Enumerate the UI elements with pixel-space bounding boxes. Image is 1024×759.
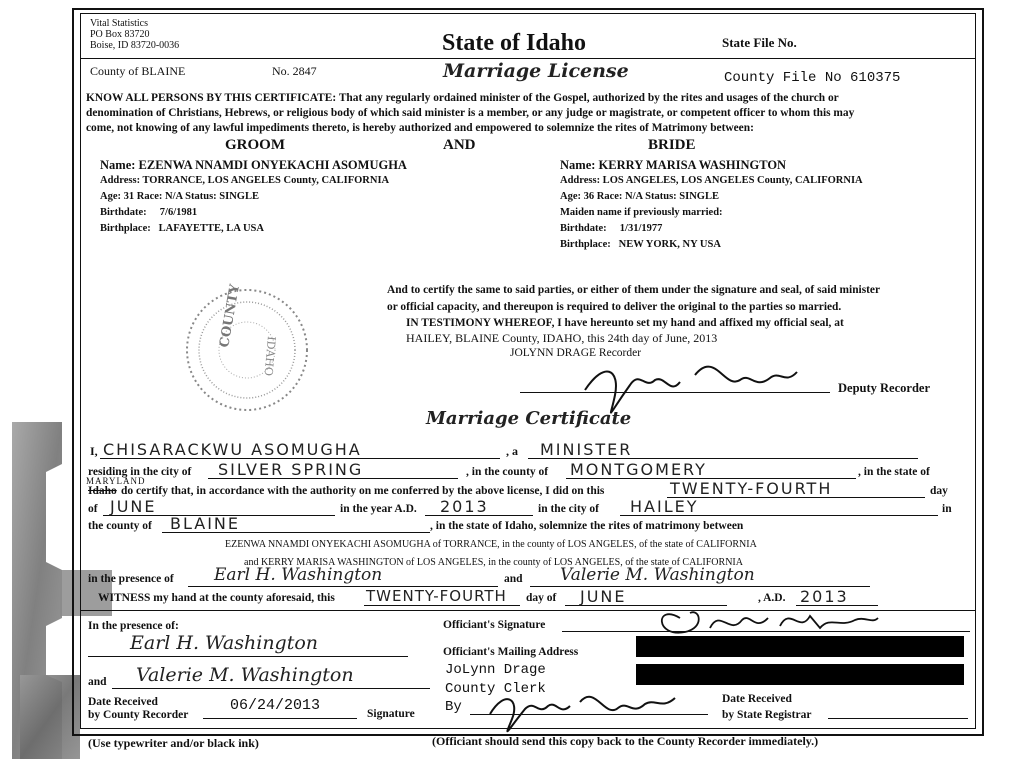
county-seal [172, 278, 322, 423]
license-title: Marriage License [443, 60, 629, 82]
county-file-number: County File No 610375 [724, 70, 901, 86]
party-two-line: and KERRY MARISA WASHINGTON of LOS ANGELES, in the county of LOS ANGELES, of the state of CALIFORNIA [244, 557, 743, 568]
groom-birthplace-label: Birthplace: [100, 223, 151, 234]
witness-hand-text: WITNESS my hand at the county aforesaid, this [98, 592, 335, 604]
redaction-bar [636, 636, 964, 657]
city-label: in the city of [538, 503, 600, 515]
residing-label: residing in the city of [88, 466, 192, 478]
bride-age-race-status: Age: 36 Race: N/A Status: SINGLE [560, 191, 719, 202]
bottom-and-label: and [88, 676, 107, 688]
witness2-signature-line [112, 688, 430, 689]
groom-age-race-status: Age: 31 Race: N/A Status: SINGLE [100, 191, 259, 202]
groom-birthdate: 7/6/1981 [159, 207, 198, 218]
ceremony-county: BLAINE [170, 514, 240, 533]
groom-name: Name: EZENWA NNAMDI ONYEKACHI ASOMUGHA [100, 158, 407, 172]
ceremony-city: HAILEY [630, 497, 699, 516]
presence-and-label: and [504, 573, 523, 585]
certify-line: or official capacity, and thereupon is required to deliver the original to the parties so married. [387, 300, 842, 313]
state-idaho-text: , in the state of Idaho, solemnize the rites of matrimony between [430, 520, 744, 532]
bride-heading: BRIDE [648, 137, 696, 153]
ceremony-year: 2013 [440, 497, 489, 516]
officiant-signature-label: Officiant's Signature [443, 619, 546, 631]
the-county-label: the county of [88, 520, 152, 532]
a-label: , a [506, 444, 518, 458]
deputy-recorder-label: Deputy Recorder [838, 381, 930, 395]
party-one-line: EZENWA NNAMDI ONYEKACHI ASOMUGHA of TORRANCE, in the county of LOS ANGELES, of the state of CALIFORNIA [225, 539, 757, 550]
clerk-title: County Clerk [445, 681, 546, 697]
state-title: State of Idaho [442, 30, 587, 56]
groom-birthplace: LAFAYETTE, LA USA [158, 223, 264, 234]
mailing-address-label: Officiant's Mailing Address [443, 646, 579, 658]
witness1-signature-line [88, 656, 408, 657]
know-all-paragraph [86, 91, 854, 136]
witness-day: TWENTY-FOURTH [366, 587, 507, 605]
presence-label: in the presence of [88, 573, 174, 585]
witness1-name: Earl H. Washington [214, 565, 383, 585]
groom-heading: GROOM [225, 137, 285, 153]
seal-text: IDAHO [261, 335, 278, 377]
office-address [90, 18, 179, 51]
state-date-line [828, 718, 968, 719]
by-state-registrar-label: by State Registrar [722, 709, 812, 721]
state-of-label: , in the state of [858, 466, 930, 478]
witness2-name: Valerie M. Washington [560, 565, 755, 585]
residence-county: MONTGOMERY [570, 460, 707, 479]
county-date-line [203, 718, 357, 719]
witness-day-line [364, 605, 520, 606]
date-received-label: Date Received [88, 696, 158, 708]
in-presence-label: In the presence of: [88, 620, 179, 632]
do-certify-text: do certify that, in accordance with the authority on me conferred by the above license, I did on this [121, 485, 605, 497]
bride-birthdate: 1/31/1977 [619, 223, 663, 234]
by-county-recorder-label: by County Recorder [88, 709, 189, 721]
footer-send-note: (Officiant should send this copy back to the County Recorder immediately.) [432, 734, 819, 748]
header-divider [80, 58, 976, 59]
county-label: County of BLAINE [90, 64, 186, 78]
residence-state: MARYLAND [86, 476, 146, 486]
witness2-signature: Valerie M. Washington [136, 664, 354, 686]
footer-ink-note: (Use typewriter and/or black ink) [88, 736, 259, 750]
state-file-label: State File No. [722, 35, 797, 50]
bride-birthplace: NEW YORK, NY USA [618, 239, 721, 250]
testimony-place-date: HAILEY, BLAINE County, IDAHO, this 24th day of June, 2013 [406, 331, 718, 345]
witness-month: JUNE [580, 587, 627, 606]
witness1-signature: Earl H. Washington [130, 632, 319, 654]
recorder-name: JOLYNN DRAGE Recorder [510, 347, 642, 359]
residence-city: SILVER SPRING [218, 460, 364, 479]
officiant-title: MINISTER [540, 440, 633, 459]
and-heading: AND [443, 137, 476, 153]
certify-paragraph [387, 282, 880, 332]
redaction-bar [636, 664, 964, 685]
year-label: in the year A.D. [340, 503, 417, 515]
office-line: PO Box 83720 [90, 29, 150, 40]
by-label: By [445, 699, 462, 715]
clerk-signature [480, 684, 680, 734]
witness-year: 2013 [800, 587, 849, 606]
know-all-lead: KNOW ALL PERSONS BY THIS CERTIFICATE: [86, 92, 337, 104]
bride-maiden-name: Maiden name if previously married: [560, 207, 723, 218]
idaho-struck: Idaho [88, 485, 117, 497]
in-label: in [942, 503, 952, 515]
groom-address: Address: TORRANCE, LOS ANGELES County, CALIFORNIA [100, 175, 390, 186]
office-line: Boise, ID 83720-0036 [90, 40, 180, 51]
ad-label: , A.D. [758, 592, 786, 604]
groom-birthdate-label: Birthdate: [100, 207, 147, 218]
day-label: day [930, 485, 948, 497]
bride-birthplace-label: Birthplace: [560, 239, 611, 250]
date-received-state-label [722, 691, 811, 723]
signature-label: Signature [367, 708, 415, 720]
bride-details [560, 157, 863, 253]
county-of-label: , in the county of [466, 466, 549, 478]
county-date-received: 06/24/2013 [230, 697, 321, 714]
license-number: No. 2847 [272, 64, 317, 78]
certify-line: IN TESTIMONY WHEREOF, I have hereunto set my hand and affixed my official seal, at [406, 317, 844, 329]
know-all-text: denomination of Christians, Hebrews, or religious body of which said minister is a member, or any judge or magistrate, or competent officer to whom this may [86, 107, 855, 119]
of-label: of [88, 503, 98, 515]
bride-birthdate-label: Birthdate: [560, 223, 607, 234]
officiant-name: CHISARACKWU ASOMUGHA [103, 440, 362, 459]
bride-name: Name: KERRY MARISA WASHINGTON [560, 158, 787, 172]
clerk-name: JoLynn Drage [445, 662, 546, 678]
date-received-county-label [88, 696, 188, 722]
bride-address: Address: LOS ANGELES, LOS ANGELES County, CALIFORNIA [560, 175, 863, 186]
groom-details [100, 157, 407, 237]
certify-line: And to certify the same to said parties, or either of them under the signature and seal, of said minister [387, 284, 881, 296]
certificate-title: Marriage Certificate [426, 408, 632, 429]
seal-text: COUNTY [217, 283, 244, 349]
ceremony-month: JUNE [110, 497, 157, 516]
day-of-label: day of [526, 592, 557, 604]
know-all-text: come, not knowing of any lawful impediments thereto, is hereby authorized and empowered to solemnize the rites of Matrimony between: [86, 122, 754, 134]
i-label: I, [90, 444, 98, 458]
office-line: Vital Statistics [90, 18, 149, 29]
ceremony-day: TWENTY-FOURTH [670, 479, 833, 498]
know-all-text: That any regularly ordained minister of the Gospel, authorized by the rites and usages of the church or [338, 92, 839, 104]
date-received-label: Date Received [722, 693, 792, 705]
